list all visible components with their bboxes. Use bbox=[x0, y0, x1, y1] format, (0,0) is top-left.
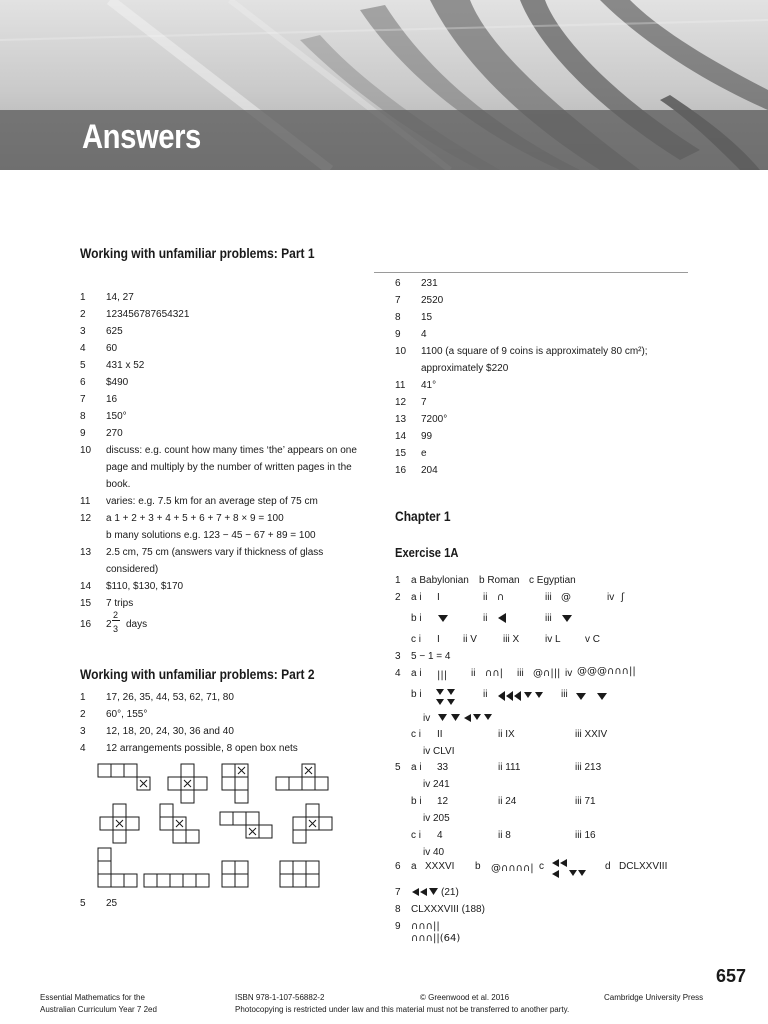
q6b-label: b bbox=[475, 861, 481, 872]
q6a-answer: XXXVI bbox=[425, 861, 455, 872]
q2a-ii-label: ii bbox=[483, 592, 488, 603]
item-answer: 4 bbox=[421, 329, 427, 340]
list-item bbox=[80, 289, 370, 306]
item-number: 2 bbox=[80, 309, 86, 320]
item-number: 14 bbox=[395, 431, 407, 442]
list-item bbox=[395, 360, 695, 377]
list-item bbox=[80, 706, 370, 723]
q5c-i: 4 bbox=[437, 830, 443, 841]
item-answer: 204 bbox=[421, 465, 438, 476]
q5-number: 5 bbox=[395, 762, 401, 773]
item-answer: 60°, 155° bbox=[106, 709, 148, 720]
list-item bbox=[395, 394, 695, 411]
babylonian-ten-icon bbox=[497, 612, 507, 624]
item-answer: 625 bbox=[106, 326, 123, 337]
q7-answer: (21) bbox=[441, 887, 459, 898]
item-answer: $490 bbox=[106, 377, 129, 388]
q4b-label: b i bbox=[411, 689, 422, 700]
list-item bbox=[80, 510, 370, 527]
list-item bbox=[80, 561, 370, 578]
divider-rule bbox=[374, 272, 688, 273]
item-answer: 14, 27 bbox=[106, 292, 134, 303]
q2c-row bbox=[395, 631, 695, 648]
q4a-iii-egyptian: @∩||| bbox=[533, 668, 561, 679]
babylonian-numeral-icon bbox=[435, 688, 459, 708]
item-number: 10 bbox=[80, 445, 92, 456]
item-number: 3 bbox=[80, 326, 86, 337]
part1-heading: Working with unfamiliar problems: Part 1 bbox=[80, 245, 315, 261]
item-answer: 15 bbox=[421, 312, 433, 323]
list-item bbox=[395, 445, 695, 462]
item-answer: book. bbox=[106, 479, 131, 490]
babylonian-sixty-icon bbox=[561, 614, 573, 623]
item-answer: 2520 bbox=[421, 295, 444, 306]
list-item bbox=[80, 689, 370, 706]
q5c-label: c i bbox=[411, 830, 421, 841]
photocopy-notice: Photocopying is restricted under law and this material must not be transferred to another party. bbox=[235, 1005, 570, 1014]
q6d-label: d bbox=[605, 861, 611, 872]
list-item bbox=[80, 425, 370, 442]
item-number: 1 bbox=[80, 692, 86, 703]
list-item bbox=[80, 357, 370, 374]
q4b-iii-label: iii bbox=[561, 689, 568, 700]
exercise-heading: Exercise 1A bbox=[395, 545, 459, 560]
q7-number: 7 bbox=[395, 887, 401, 898]
item-answer: 7 bbox=[421, 397, 427, 408]
item-number: 4 bbox=[80, 743, 86, 754]
part2-heading: Working with unfamiliar problems: Part 2 bbox=[80, 666, 315, 682]
q2a-label: a i bbox=[411, 592, 422, 603]
q7-row bbox=[395, 884, 695, 901]
open-box-nets-diagram bbox=[96, 760, 336, 890]
q5b-label: b i bbox=[411, 796, 422, 807]
q5b-ii: ii 24 bbox=[498, 796, 517, 807]
item-answer: 123456787654321 bbox=[106, 309, 190, 320]
item-number: 2 bbox=[80, 709, 86, 720]
list-item bbox=[80, 723, 370, 740]
q4b-iv-label: iv bbox=[423, 713, 431, 724]
q5a-iv: iv 241 bbox=[423, 779, 450, 790]
item-number: 11 bbox=[395, 380, 406, 391]
q8-answer: CLXXXVIII (188) bbox=[411, 904, 485, 915]
list-item bbox=[395, 377, 695, 394]
list-item bbox=[80, 323, 370, 340]
q2-number: 2 bbox=[395, 592, 401, 603]
babylonian-one-icon bbox=[437, 614, 449, 623]
item-number: 15 bbox=[395, 448, 407, 459]
list-item bbox=[395, 309, 695, 326]
list-item bbox=[395, 411, 695, 428]
item-number: 12 bbox=[80, 513, 92, 524]
q16-number: 16 bbox=[80, 619, 92, 630]
item-answer: considered) bbox=[106, 564, 159, 575]
list-item bbox=[80, 459, 370, 476]
q4c-iv-row bbox=[395, 743, 695, 760]
list-item bbox=[80, 595, 370, 612]
chapter-heading: Chapter 1 bbox=[395, 508, 451, 524]
list-item bbox=[395, 275, 695, 292]
q4c-ii: ii IX bbox=[498, 729, 515, 740]
q6-row bbox=[395, 858, 695, 884]
part1-answer-list bbox=[80, 289, 370, 612]
babylonian-numeral-icon bbox=[411, 887, 441, 898]
list-item bbox=[80, 740, 370, 757]
q2a-iv-egyptian: ʃ bbox=[621, 592, 625, 603]
item-answer: 41° bbox=[421, 380, 437, 391]
item-number: 16 bbox=[395, 465, 407, 476]
item-number: 11 bbox=[80, 496, 91, 507]
q4a-ii-egyptian: ∩∩| bbox=[485, 668, 504, 679]
q8-number: 8 bbox=[395, 904, 401, 915]
q5a-ii: ii 111 bbox=[498, 762, 521, 773]
item-number: 12 bbox=[395, 397, 407, 408]
q2b-iii-label: iii bbox=[545, 613, 552, 624]
q5a-i: 33 bbox=[437, 762, 449, 773]
item-answer: 12 arrangements possible, 8 open box nets bbox=[106, 743, 298, 754]
q4b-ii-label: ii bbox=[483, 689, 488, 700]
q5c-iv: iv 40 bbox=[423, 847, 445, 858]
q5a-iv-row bbox=[395, 776, 695, 793]
babylonian-numeral-icon bbox=[497, 690, 547, 702]
list-item bbox=[395, 326, 695, 343]
item-number: 13 bbox=[395, 414, 407, 425]
item-number: 14 bbox=[80, 581, 92, 592]
q4a-row bbox=[395, 665, 695, 685]
q5a-row bbox=[395, 759, 695, 776]
item-answer: 7200° bbox=[421, 414, 448, 425]
item-number: 3 bbox=[80, 726, 86, 737]
q2b-row bbox=[395, 610, 695, 630]
q4b-iv-row bbox=[395, 710, 695, 727]
item-answer: 1100 (a square of 9 coins is approximately 80 cm²); bbox=[421, 346, 648, 357]
q2c-iii: iii X bbox=[503, 634, 520, 645]
item-answer: 17, 26, 35, 44, 53, 62, 71, 80 bbox=[106, 692, 234, 703]
page-number: 657 bbox=[715, 966, 746, 986]
q2a-iv-label: iv bbox=[607, 592, 615, 603]
q1-part-a: a Babylonian bbox=[411, 575, 469, 586]
item-answer: 7 trips bbox=[106, 598, 134, 609]
list-item bbox=[80, 527, 370, 544]
q3-row bbox=[395, 648, 695, 665]
item-answer: approximately $220 bbox=[421, 363, 509, 374]
item-number: 8 bbox=[395, 312, 401, 323]
list-item bbox=[80, 476, 370, 493]
q2c-ii: ii V bbox=[463, 634, 477, 645]
q4c-i: II bbox=[437, 729, 443, 740]
q2c-v: v C bbox=[585, 634, 600, 645]
babylonian-numeral-icon bbox=[551, 858, 587, 882]
item-number: 4 bbox=[80, 343, 86, 354]
q2b-ii-label: ii bbox=[483, 613, 488, 624]
item-number: 1 bbox=[80, 292, 86, 303]
q1-row bbox=[395, 572, 695, 589]
q5c-ii: ii 8 bbox=[498, 830, 511, 841]
item-number: 9 bbox=[80, 428, 86, 439]
list-item bbox=[80, 408, 370, 425]
list-item bbox=[80, 391, 370, 408]
q1-number: 1 bbox=[395, 575, 401, 586]
book-title-line1: Essential Mathematics for the bbox=[40, 993, 145, 1002]
q6d-answer: DCLXXVIII bbox=[619, 861, 668, 872]
item-answer: page and multiply by the number of written pages in the bbox=[106, 462, 352, 473]
q5c-row bbox=[395, 827, 695, 844]
list-item bbox=[80, 493, 370, 510]
item-number: 5 bbox=[80, 360, 86, 371]
babylonian-numeral-icon bbox=[575, 692, 611, 704]
q5b-row bbox=[395, 793, 695, 810]
q6b-egyptian: @∩∩∩∩| bbox=[491, 863, 534, 874]
item-answer: 431 x 52 bbox=[106, 360, 145, 371]
q2a-row bbox=[395, 589, 695, 609]
babylonian-numeral-icon bbox=[437, 713, 497, 725]
item-answer: e bbox=[421, 448, 427, 459]
item-number: 6 bbox=[80, 377, 86, 388]
q4a-iii-label: iii bbox=[517, 668, 524, 679]
q6-number: 6 bbox=[395, 861, 401, 872]
list-item bbox=[80, 544, 370, 561]
q16-whole: 2 bbox=[106, 619, 112, 630]
q9-egyptian-line2: ∩∩∩||(64) bbox=[411, 933, 461, 944]
q5b-iv-row bbox=[395, 810, 695, 827]
q5b-iv: iv 205 bbox=[423, 813, 450, 824]
q4a-iv-label: iv bbox=[565, 668, 573, 679]
list-item bbox=[395, 292, 695, 309]
item-number: 6 bbox=[395, 278, 401, 289]
part1-continued-list bbox=[395, 275, 695, 479]
q5c-iii: iii 16 bbox=[575, 830, 596, 841]
q5a-iii: iii 213 bbox=[575, 762, 602, 773]
q6c-label: c bbox=[539, 861, 544, 872]
list-item bbox=[395, 428, 695, 445]
item-answer: b many solutions e.g. 123 − 45 − 67 + 89 = 100 bbox=[106, 530, 316, 541]
item-answer: 270 bbox=[106, 428, 123, 439]
q2c-iv: iv L bbox=[545, 634, 561, 645]
item-number: 15 bbox=[80, 598, 92, 609]
item-answer: $110, $130, $170 bbox=[106, 581, 184, 592]
book-title-line2: Australian Curriculum Year 7 2ed bbox=[40, 1005, 157, 1014]
q2a-ii-egyptian: ∩ bbox=[497, 592, 505, 603]
q4c-iii: iii XXIV bbox=[575, 729, 608, 740]
item-number: 7 bbox=[80, 394, 86, 405]
q4b-row bbox=[395, 686, 695, 710]
item-answer: varies: e.g. 7.5 km for an average step of 75 cm bbox=[106, 496, 318, 507]
q9-egyptian-line1: ∩∩∩|| bbox=[411, 921, 440, 932]
item-number: 13 bbox=[80, 547, 92, 558]
q5-number: 5 bbox=[80, 898, 86, 909]
isbn: ISBN 978-1-107-56882-2 bbox=[235, 993, 325, 1002]
q4c-row bbox=[395, 726, 695, 743]
list-item bbox=[395, 462, 695, 479]
item-answer: 2.5 cm, 75 cm (answers vary if thickness of glass bbox=[106, 547, 324, 558]
list-item bbox=[80, 578, 370, 595]
item-number: 8 bbox=[80, 411, 86, 422]
q5a-label: a i bbox=[411, 762, 422, 773]
q3-number: 3 bbox=[395, 651, 401, 662]
q4a-iv-egyptian: @@@∩∩∩|| bbox=[577, 666, 636, 677]
q4a-ii-label: ii bbox=[471, 668, 476, 679]
q2c-label: c i bbox=[411, 634, 421, 645]
item-number: 10 bbox=[395, 346, 407, 357]
item-answer: 231 bbox=[421, 278, 438, 289]
item-number: 9 bbox=[395, 329, 401, 340]
q16-unit: days bbox=[126, 619, 148, 630]
q6a-label: a bbox=[411, 861, 417, 872]
item-number: 7 bbox=[395, 295, 401, 306]
q4-number: 4 bbox=[395, 668, 401, 679]
list-item bbox=[80, 374, 370, 391]
copyright: © Greenwood et al. 2016 bbox=[420, 993, 510, 1002]
q2c-i: I bbox=[437, 634, 440, 645]
q9-row bbox=[395, 918, 695, 944]
item-answer: a 1 + 2 + 3 + 4 + 5 + 6 + 7 + 8 × 9 = 100 bbox=[106, 513, 284, 524]
part1-q16 bbox=[80, 612, 370, 636]
q4c-label: c i bbox=[411, 729, 421, 740]
part2-answer-list bbox=[80, 689, 370, 757]
q3-answer: 5 − 1 = 4 bbox=[411, 651, 451, 662]
q1-part-b: b Roman bbox=[479, 575, 520, 586]
q16-denominator: 3 bbox=[113, 624, 119, 634]
q4c-iv: iv CLVI bbox=[423, 746, 455, 757]
q8-row bbox=[395, 901, 695, 918]
q9-number: 9 bbox=[395, 921, 401, 932]
q2b-label: b i bbox=[411, 613, 422, 624]
part2-q5 bbox=[80, 895, 280, 912]
header-banner bbox=[0, 0, 768, 170]
q2a-iii-egyptian: @ bbox=[561, 592, 571, 603]
q4a-label: a i bbox=[411, 668, 422, 679]
item-answer: discuss: e.g. count how many times ‘the’ appears on one bbox=[106, 445, 357, 456]
page-title: Answers bbox=[82, 118, 201, 156]
q2a-i: I bbox=[437, 592, 440, 603]
item-answer: 16 bbox=[106, 394, 118, 405]
q4a-i-egyptian: ||| bbox=[437, 670, 448, 681]
list-item bbox=[80, 306, 370, 323]
box-nets-figure bbox=[96, 760, 336, 890]
item-answer: 60 bbox=[106, 343, 118, 354]
item-answer: 99 bbox=[421, 431, 433, 442]
exercise-1a-answers bbox=[395, 572, 695, 952]
list-item bbox=[80, 442, 370, 459]
list-item bbox=[395, 343, 695, 360]
list-item bbox=[80, 340, 370, 357]
q1-part-c: c Egyptian bbox=[529, 575, 576, 586]
publisher: Cambridge University Press bbox=[604, 993, 704, 1002]
item-answer: 12, 18, 20, 24, 30, 36 and 40 bbox=[106, 726, 234, 737]
q5b-i: 12 bbox=[437, 796, 449, 807]
q16-numerator: 2 bbox=[113, 610, 119, 620]
q5b-iii: iii 71 bbox=[575, 796, 596, 807]
item-answer: 150° bbox=[106, 411, 127, 422]
q5-answer: 25 bbox=[106, 898, 118, 909]
q2a-iii-label: iii bbox=[545, 592, 552, 603]
